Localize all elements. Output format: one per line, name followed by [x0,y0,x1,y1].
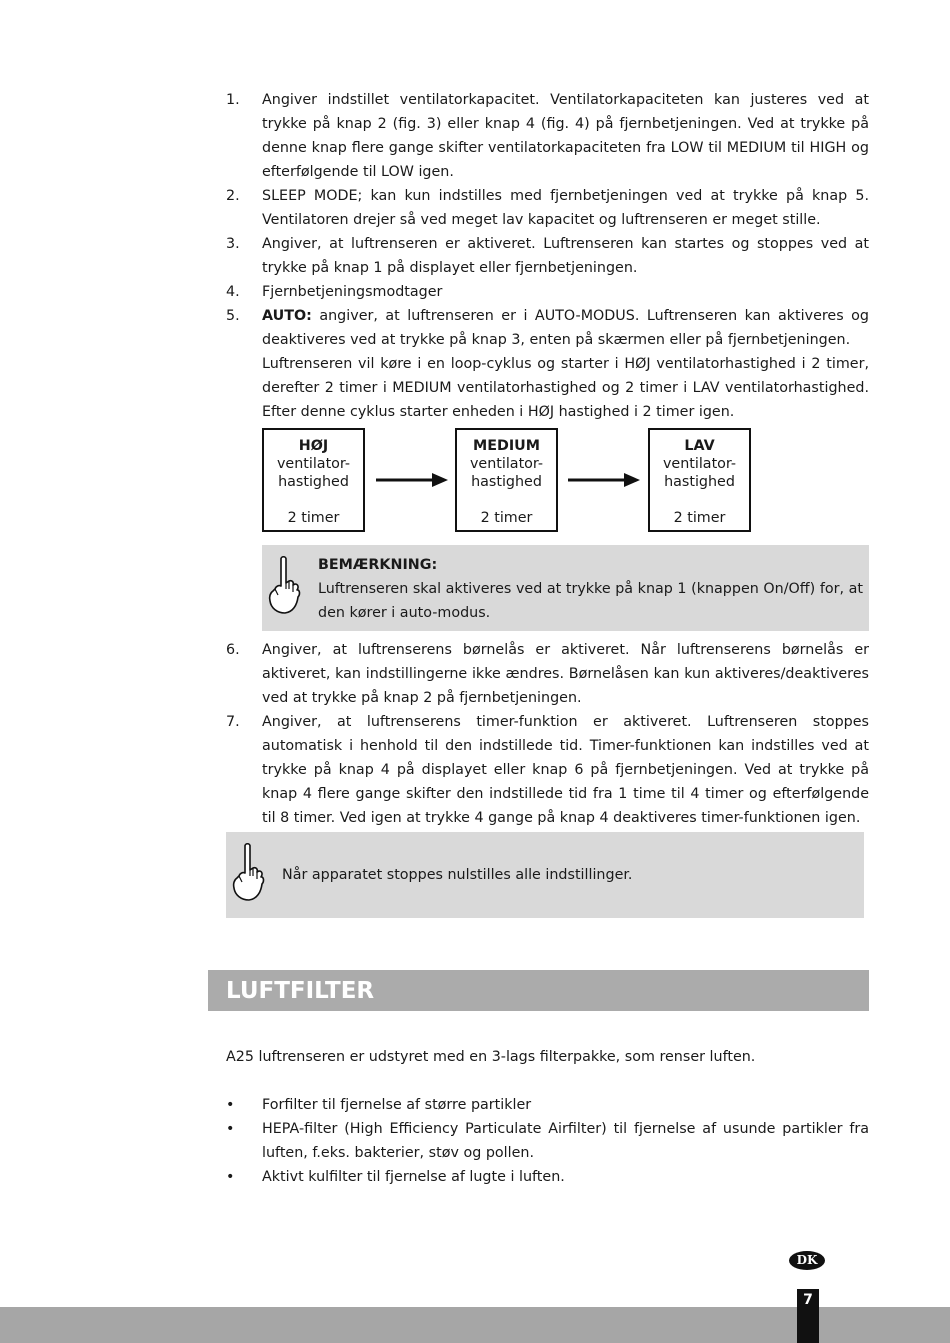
list-item-6 [226,638,869,710]
list-item-7 [226,710,869,830]
bullet-text: HEPA-filter (High Efficiency Particulate Airfilter) til fjernelse af usunde partikler fra luften, f.eks. bakterier, støv og pollen. [262,1121,869,1161]
flow-time: 2 timer [480,510,533,526]
flow-line: hastighed [278,474,349,490]
intro-paragraph: A25 luftrenseren er udstyret med en 3-lags filterpakke, som renser luften. [226,1049,756,1065]
flow-title: LAV [684,438,715,454]
bullet-mark: • [226,1097,235,1113]
bullet-text: Forfilter til fjernelse af større partikler [262,1097,532,1113]
pointing-hand-icon [267,555,301,617]
flow-line: ventilator- [469,456,544,472]
list-number: 6. [226,642,240,658]
list-number: 1. [226,92,240,108]
section-header [208,970,869,1011]
list-text [262,304,869,352]
list-text-continued: Luftrenseren vil køre i en loop-cyklus og starter i HØJ ventilatorhastighed i 2 timer, derefter 2 timer i MEDIUM ventilatorhastighed og 2 timer i LAV ventilatorhastighed. Efter denne cyklus starter enheden i HØJ hastighed i 2 timer igen. [262,356,869,420]
bullet-item-1 [226,1093,869,1117]
note-box [262,545,869,631]
list-item-4 [226,280,869,304]
list-text: SLEEP MODE; kan kun indstilles med fjernbetjeningen ved at trykke på knap 5. Ventilatoren drejer så ved meget lav kapacitet og luftrenseren er meget stille. [262,188,869,228]
flow-box-medium [455,428,558,532]
list-text: Angiver, at luftrenseren er aktiveret. Luftrenseren kan startes og stoppes ved at trykke på knap 1 på displayet eller fjernbetjeningen. [262,236,869,276]
list-number: 7. [226,714,240,730]
flow-box-low [648,428,751,532]
arrow-right-icon [568,470,642,490]
list-number: 5. [226,308,240,324]
list-item-2 [226,184,869,232]
flow-line: hastighed [664,474,735,490]
list-number: 4. [226,284,240,300]
list-number: 3. [226,236,240,252]
flow-box-high [262,428,365,532]
pointing-hand-icon [231,842,265,904]
page-number: 7 [797,1289,819,1343]
bullet-mark: • [226,1121,235,1137]
arrow-right-icon [376,470,450,490]
flow-line: ventilator- [276,456,351,472]
bullet-item-3 [226,1165,869,1189]
list-text: Angiver, at luftrenserens børnelås er aktiveret. Når luftrenserens børnelås er aktiveret, kan indstillingerne ikke ændres. Børnelåsen kan kun aktiveres/deaktiveres ved at trykke på knap 2 på fjernbetjeningen. [262,642,869,706]
list-item-1 [226,88,869,184]
note-text: Luftrenseren skal aktiveres ved at trykke på knap 1 (knappen On/Off) for, at den kører i auto-modus. [318,581,863,621]
list-text: Angiver indstillet ventilatorkapacitet. Ventilatorkapaciteten kan justeres ved at trykke på knap 2 (fig. 3) eller knap 4 (fig. 4) på fjernbetjeningen. Ved at trykke på denne knap flere gange skifter ventilatorkapaciteten fra LOW til MEDIUM til HIGH og efterfølgende til LOW igen. [262,92,869,180]
list-number: 2. [226,188,240,204]
list-item-5 [226,304,869,424]
flow-time: 2 timer [673,510,726,526]
note-text: Når apparatet stoppes nulstilles alle indstillinger. [282,867,633,883]
bullet-text: Aktivt kulfilter til fjernelse af lugte i luften. [262,1169,565,1185]
flow-title: MEDIUM [472,438,541,454]
flow-title: HØJ [298,438,329,454]
flow-time: 2 timer [287,510,340,526]
list-item-3 [226,232,869,280]
bullet-item-2 [226,1117,869,1165]
auto-label: AUTO: [262,308,312,324]
language-badge: DK [789,1251,825,1270]
list-text: Angiver, at luftrenserens timer-funktion er aktiveret. Luftrenseren stoppes automatisk i henhold til den indstillede tid. Timer-funktionen kan indstilles ved at trykke på knap 4 på displayet eller knap 6 på fjernbetjeningen. Ved at trykke på knap 4 flere gange skifter den indstillede tid fra 1 time til 4 timer og efterfølgende til 8 timer. Ved igen at trykke 4 gange på knap 4 deaktiveres timer-funktionen igen. [262,714,869,826]
list-text: Fjernbetjeningsmodtager [262,284,443,300]
section-title: LUFTFILTER [226,978,375,1004]
auto-description: angiver, at luftrenseren er i AUTO-MODUS. Luftrenseren kan aktiveres og deaktiveres ved at trykke på knap 3, enten på skærmen eller på fjernbetjeningen. [262,308,869,348]
flow-line: ventilator- [662,456,737,472]
bullet-mark: • [226,1169,235,1185]
note-box [226,832,864,918]
flow-line: hastighed [471,474,542,490]
note-title: BEMÆRKNING: [318,557,438,573]
